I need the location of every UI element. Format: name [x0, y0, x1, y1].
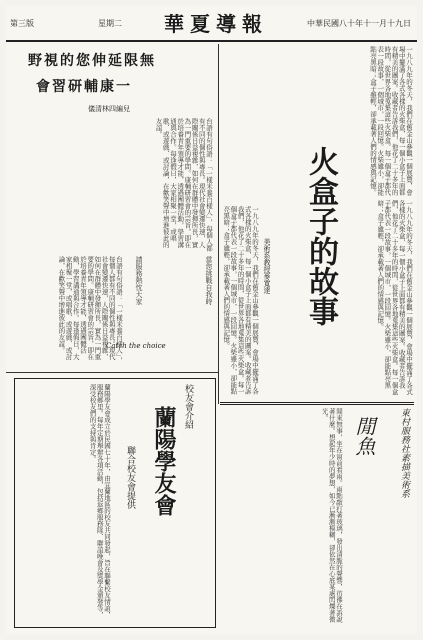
alumni-kicker: 校友會介紹: [183, 384, 193, 429]
section-divider: [6, 372, 218, 373]
page-number: 第三版: [10, 19, 34, 28]
column-name: 閒魚: [352, 416, 376, 456]
culture-headline-a: 野視的您伸延限無: [28, 53, 156, 69]
culture-caption-1: 當您挑戰自我時: [205, 256, 213, 305]
fire-body-right: 一九八九年的冬天，我們在舊金山參觀一個展覽，會場中擺滿了各式各樣的火柴盒，每一個小盒子上面都有精美的圖案。收藏者告訴我們，他花了二十多年的時間，從世界各地蒐集這些火柴盒。每一個盒子都代表一段故事，一個城市，一段回憶。火柴雖小，卻能點亮黑暗；盒子雖輕，卻承載著人們的情感與記憶。: [376, 200, 413, 395]
fire-byline: 美術系教授麥寬達: [263, 238, 271, 294]
culture-headline-b: 會習研輔康一: [36, 79, 132, 95]
column-tagline: 東村服務社素描美術系: [399, 408, 409, 498]
alumni-title: 蘭陽學友會: [151, 406, 177, 516]
culture-caption-2: 請服務熱忱大家: [135, 256, 143, 305]
issue-date: 中華民國八十年十一月十九日: [307, 19, 411, 28]
fire-body-left: 一九八九年的冬天，我們在舊金山參觀一個展覽，會場中擺滿了各式各樣的火柴盒，每一個小盒子上面都有精美的圖案。收藏者告訴我們，他花了二十多年的時間，從世界各地蒐集這些火柴盒。每一個盒子都代表一段故事，一個城市，一段回憶。火柴雖小，卻能點亮黑暗；盒子雖輕，卻承載著人們的情感與記憶。: [222, 206, 259, 395]
weekday: 星期二: [98, 19, 122, 28]
fire-title: 火盒子的故事: [303, 146, 338, 326]
culture-choice: Catch the choice: [106, 342, 166, 350]
culture-body-continued: 台語有句俗語：「一樣米養百樣人」，每個人都有不同的個性與專長。現代社會變遷快速，人際關係日益複雜，如何在群體中發揮所長，實為一門重要的學問。康輔研習會的宗旨，即在於培養青年領導才能，透過團體活動，學習溝通與合作。每逢假日，大家相聚一堂，或唱歌、或遊戲、或討論，在歡笑聲中增進彼此的友誼。: [57, 256, 123, 364]
fire-body-top: 一九八九年的冬天，我們在舊金山參觀一個展覽，會場中擺滿了各式各樣的火柴盒，每一個小盒子上面都有精美的圖案。收藏者告訴我們，他花了二十多年的時間，從世界各地蒐集這些火柴盒。每一個盒子都代表一段故事，一個城市，一段回憶。火柴雖小，卻能點亮黑暗；盒子雖輕，卻承載著人們的情感與記憶。: [368, 46, 413, 196]
column-body: 閒來無事，坐在窗前看雨。雨點敲打著玻璃，發出清脆的聲響，彷彿在訴說著什麼。想起年少時的夢想，如今已漸漸模糊，卻依然在心底某處閃爍著微光。: [320, 408, 343, 623]
column-top-border: [220, 402, 414, 405]
newspaper-title: 華夏導報: [164, 12, 268, 36]
culture-byline: 儀清林四編兒: [88, 105, 130, 113]
column-divider: [218, 44, 219, 404]
alumni-body: 蘭陽學友會成立於民國七十年，由宜蘭地區的校友共同發起，旨在聯繫校友情誼，服務鄉里。每年定期舉辦各項活動，包括返鄉服務隊、聯誼晚會及獎學金頒發等，深受校友們的支持與肯定。: [88, 384, 111, 618]
newspaper-page: [6, 6, 417, 634]
culture-body: 台語有句俗語：「一樣米養百樣人」，每個人都有不同的個性與專長。現代社會變遷快速，人際關係日益複雜，如何在群體中發揮所長，實為一門重要的學問。康輔研習會的宗旨，即在於培養青年領導才能，透過團體活動，學習溝通與合作。每逢假日，大家相聚一堂，或唱歌、或遊戲、或討論，在歡笑聲中增進彼此的友誼。: [154, 118, 213, 252]
masthead: [6, 6, 417, 42]
alumni-source: 聯合校友會提供: [125, 446, 135, 509]
